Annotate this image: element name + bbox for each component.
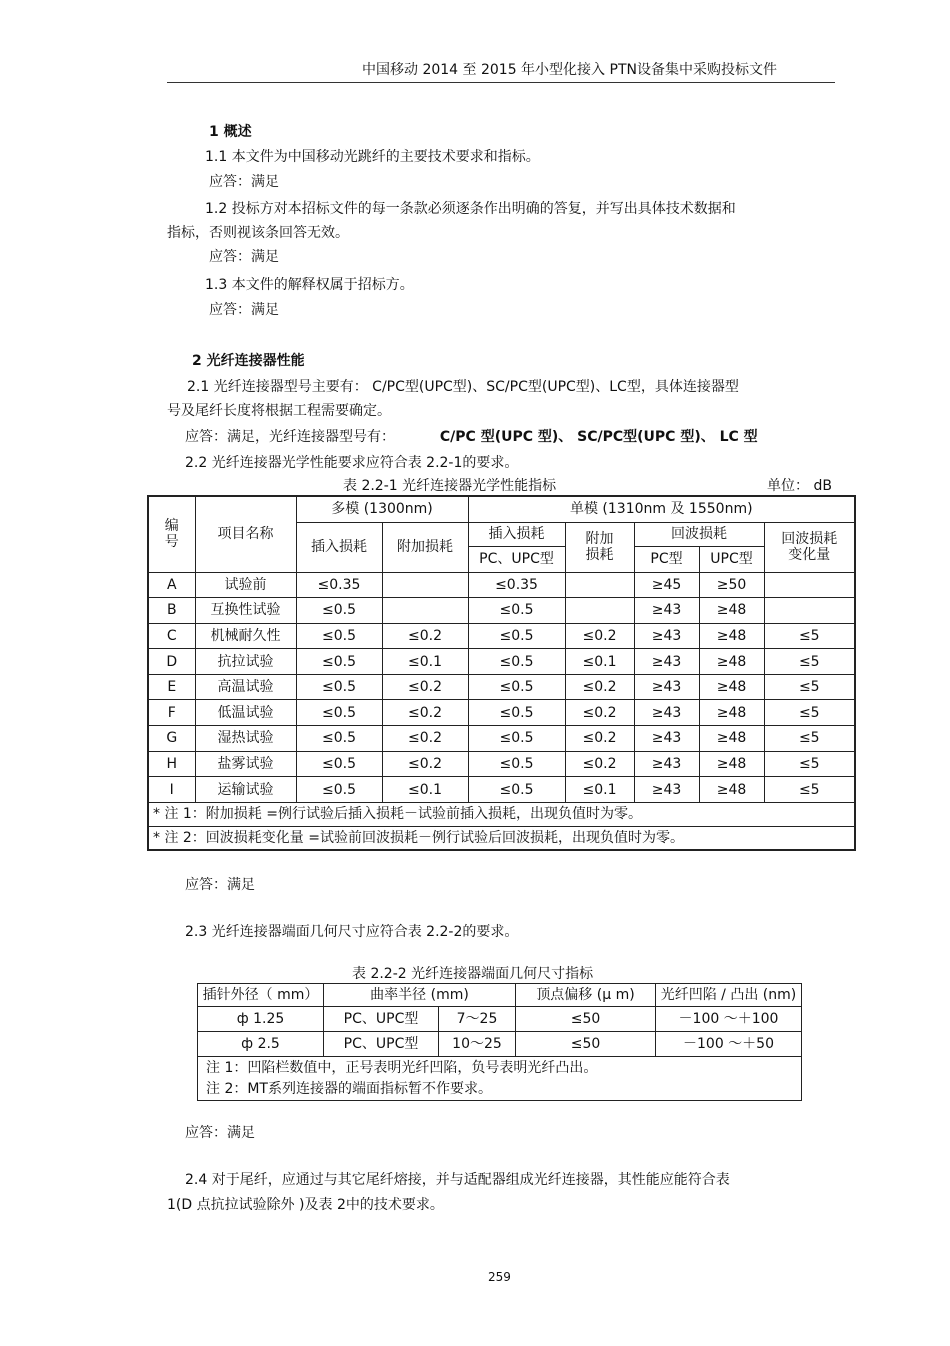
table1-note-1: * 注 1：附加损耗 =例行试验后插入损耗－试验前插入损耗，出现负值时为零。 [148, 802, 855, 826]
table1-unit: 单位： dB [767, 478, 832, 494]
table1-cell: 试验前 [195, 572, 296, 598]
table1-cell: ≤0.5 [296, 674, 382, 700]
answer-2-1-models: C/PC 型(UPC 型)、 SC/PC型(UPC 型)、 LC 型 [439, 429, 758, 445]
table1-cell: ≤0.35 [296, 572, 382, 598]
header-curvature-radius: 曲率半径 (mm) [324, 984, 516, 1007]
table1-cell: ≥45 [634, 572, 699, 598]
answer-2-2: 应答：满足 [185, 877, 255, 893]
table2-cell: PC、UPC型 [324, 1007, 439, 1032]
table1-cell: ≤0.2 [565, 700, 634, 726]
table1-cell: ≥48 [699, 726, 764, 752]
table1-cell: ≥48 [699, 649, 764, 675]
table1-cell: ≤0.5 [296, 598, 382, 624]
header-mm-additional-loss: 附加损耗 [382, 522, 468, 572]
table1-cell: ≥48 [699, 674, 764, 700]
table1-cell: ≤0.2 [382, 751, 468, 777]
header-rule [167, 82, 835, 83]
table1-cell: ≤0.5 [468, 751, 565, 777]
header-upc: UPC型 [699, 546, 764, 572]
table1-cell: 低温试验 [195, 700, 296, 726]
table1-cell: ≤5 [764, 674, 855, 700]
header-item-name: 项目名称 [195, 496, 296, 572]
table2-cell: ≤50 [516, 1032, 656, 1057]
para-1-2-line2: 指标，否则视该条回答无效。 [167, 225, 349, 241]
table1-row [148, 726, 855, 752]
table1-cell [382, 598, 468, 624]
table2-caption: 表 2.2-2 光纤连接器端面几何尺寸指标 [352, 966, 594, 982]
table2-note-1: 注 1：凹陷栏数值中，正号表明光纤凹陷，负号表明光纤凸出。 [198, 1057, 802, 1079]
optical-performance-table [147, 495, 856, 851]
table1-cell: B [148, 598, 195, 624]
table1-cell: ≤0.2 [565, 751, 634, 777]
answer-1-1: 应答：满足 [209, 174, 279, 190]
page-number: 259 [488, 1270, 511, 1284]
table1-row [148, 623, 855, 649]
table1-cell: ≤0.5 [468, 649, 565, 675]
table1-cell: ≤0.5 [468, 777, 565, 803]
table1-row [148, 751, 855, 777]
table1-cell [565, 598, 634, 624]
table2-cell: －100 ～＋100 [656, 1007, 802, 1032]
table1-cell: ≤0.5 [296, 623, 382, 649]
header-apex-offset: 顶点偏移 (μ m) [516, 984, 656, 1007]
page-header: 中国移动 2014 至 2015 年小型化接入 PTN设备集中采购投标文件 [362, 62, 777, 78]
table2-note-2: 注 2：MT系列连接器的端面指标暂不作要求。 [198, 1079, 802, 1101]
table1-cell: ≤5 [764, 649, 855, 675]
table1-cell: ≤0.1 [565, 777, 634, 803]
table1-cell: ≤0.1 [382, 777, 468, 803]
table1-cell: ≥48 [699, 751, 764, 777]
header-ferrule-diameter: 插针外径（ mm） [198, 984, 324, 1007]
table1-caption: 表 2.2-1 光纤连接器光学性能指标 [343, 478, 557, 494]
header-return-loss: 回波损耗 [634, 522, 764, 546]
table1-cell: ≤0.2 [565, 674, 634, 700]
table2-cell: －100 ～＋50 [656, 1032, 802, 1057]
table1-cell: 抗拉试验 [195, 649, 296, 675]
header-multimode: 多模 (1300nm) [296, 496, 468, 522]
table1-cell: ≤5 [764, 700, 855, 726]
para-2-4-line1: 2.4 对于尾纤，应通过与其它尾纤熔接，并与适配器组成光纤连接器，其性能应能符合表 [185, 1172, 730, 1188]
table1-cell: I [148, 777, 195, 803]
table1-cell: H [148, 751, 195, 777]
table2-cell: ф 1.25 [198, 1007, 324, 1032]
table1-cell: 湿热试验 [195, 726, 296, 752]
para-2-4-line2: 1(D 点抗拉试验除外 )及表 2中的技术要求。 [167, 1197, 444, 1213]
table1-cell: ≤0.5 [296, 700, 382, 726]
table1-cell: ≤0.5 [296, 751, 382, 777]
table1-cell: ≤0.1 [382, 649, 468, 675]
table1-cell: 高温试验 [195, 674, 296, 700]
table1-cell: ≤0.2 [565, 623, 634, 649]
table1-row [148, 700, 855, 726]
table1-cell: ≥43 [634, 674, 699, 700]
header-pc-upc: PC、UPC型 [468, 546, 565, 572]
para-2-2: 2.2 光纤连接器光学性能要求应符合表 2.2-1的要求。 [185, 455, 519, 471]
header-fiber-height: 光纤凹陷 / 凸出 (nm) [656, 984, 802, 1007]
table1-cell: ≥43 [634, 726, 699, 752]
table1-cell: ≤5 [764, 777, 855, 803]
header-return-loss-change: 回波损耗 变化量 [764, 522, 855, 572]
answer-2-1 [185, 429, 758, 446]
table1-cell: D [148, 649, 195, 675]
table1-cell: ≥43 [634, 700, 699, 726]
table1-cell: F [148, 700, 195, 726]
table1-cell: G [148, 726, 195, 752]
header-mm-insertion-loss: 插入损耗 [296, 522, 382, 572]
table2-cell: ф 2.5 [198, 1032, 324, 1057]
header-no: 编 号 [148, 496, 195, 572]
table1-cell: 盐雾试验 [195, 751, 296, 777]
para-1-3: 1.3 本文件的解释权属于招标方。 [205, 277, 414, 293]
table1-cell [764, 572, 855, 598]
table2-cell: PC、UPC型 [324, 1032, 439, 1057]
answer-2-3: 应答：满足 [185, 1125, 255, 1141]
endface-geometry-table [197, 983, 802, 1101]
table1-cell: ≤0.5 [468, 700, 565, 726]
answer-1-3: 应答：满足 [209, 302, 279, 318]
table1-cell: ≥48 [699, 777, 764, 803]
para-1-1: 1.1 本文件为中国移动光跳纤的主要技术要求和指标。 [205, 149, 540, 165]
table1-row [148, 598, 855, 624]
table1-cell: A [148, 572, 195, 598]
table1-cell: ≤0.2 [565, 726, 634, 752]
table1-cell: ≥48 [699, 623, 764, 649]
table1-cell: 运输试验 [195, 777, 296, 803]
para-1-2-line1: 1.2 投标方对本招标文件的每一条款必须逐条作出明确的答复，并写出具体技术数据和 [205, 201, 736, 217]
table1-cell: ≥48 [699, 598, 764, 624]
answer-2-1-prefix: 应答：满足，光纤连接器型号有： [185, 429, 395, 445]
table2-cell: 10～25 [439, 1032, 516, 1057]
para-2-1-line2: 号及尾纤长度将根据工程需要确定。 [167, 403, 391, 419]
table1-cell: ≤0.5 [296, 726, 382, 752]
table1-cell: ≤0.2 [382, 726, 468, 752]
table1-cell: E [148, 674, 195, 700]
table2-row [198, 1007, 802, 1032]
table1-row [148, 649, 855, 675]
table1-cell: 机械耐久性 [195, 623, 296, 649]
table1-cell: ≤0.2 [382, 700, 468, 726]
table1-cell: ≤0.2 [382, 674, 468, 700]
table2-cell: ≤50 [516, 1007, 656, 1032]
para-2-3: 2.3 光纤连接器端面几何尺寸应符合表 2.2-2的要求。 [185, 924, 519, 940]
table1-cell: ≤0.5 [296, 777, 382, 803]
table2-row [198, 1032, 802, 1057]
table1-cell: ≤5 [764, 726, 855, 752]
header-sm-insertion-loss: 插入损耗 [468, 522, 565, 546]
table1-cell: ≤0.2 [382, 623, 468, 649]
para-2-1-line1: 2.1 光纤连接器型号主要有： C/PC型(UPC型)、SC/PC型(UPC型)、LC型，具体连接器型 [187, 379, 739, 395]
table2-cell: 7～25 [439, 1007, 516, 1032]
table1-cell [764, 598, 855, 624]
table1-cell: ≥43 [634, 751, 699, 777]
table1-cell: ≤0.35 [468, 572, 565, 598]
table1-cell [382, 572, 468, 598]
table1-cell: 互换性试验 [195, 598, 296, 624]
table1-cell: ≤0.5 [468, 623, 565, 649]
table1-cell: ≥43 [634, 649, 699, 675]
table1-cell: ≥48 [699, 700, 764, 726]
table1-row [148, 572, 855, 598]
table1-cell: ≤5 [764, 751, 855, 777]
section-1-title: 1 概述 [209, 124, 252, 140]
table1-cell: ≥43 [634, 598, 699, 624]
table1-note-2: * 注 2：回波损耗变化量 =试验前回波损耗－例行试验后回波损耗，出现负值时为零。 [148, 826, 855, 850]
table1-cell: ≤0.5 [296, 649, 382, 675]
table1-cell: ≤0.1 [565, 649, 634, 675]
header-singlemode: 单模 (1310nm 及 1550nm) [468, 496, 855, 522]
header-pc: PC型 [634, 546, 699, 572]
table1-cell: ≥43 [634, 623, 699, 649]
table1-row [148, 674, 855, 700]
table1-cell: ≤0.5 [468, 726, 565, 752]
table1-cell: ≤5 [764, 623, 855, 649]
header-sm-additional-loss: 附加 损耗 [565, 522, 634, 572]
table1-cell: ≤0.5 [468, 598, 565, 624]
table1-cell: C [148, 623, 195, 649]
answer-1-2: 应答：满足 [209, 249, 279, 265]
section-2-title: 2 光纤连接器性能 [192, 353, 305, 369]
table1-cell: ≥50 [699, 572, 764, 598]
table1-cell: ≤0.5 [468, 674, 565, 700]
table1-cell: ≥43 [634, 777, 699, 803]
table1-row [148, 777, 855, 803]
table1-cell [565, 572, 634, 598]
